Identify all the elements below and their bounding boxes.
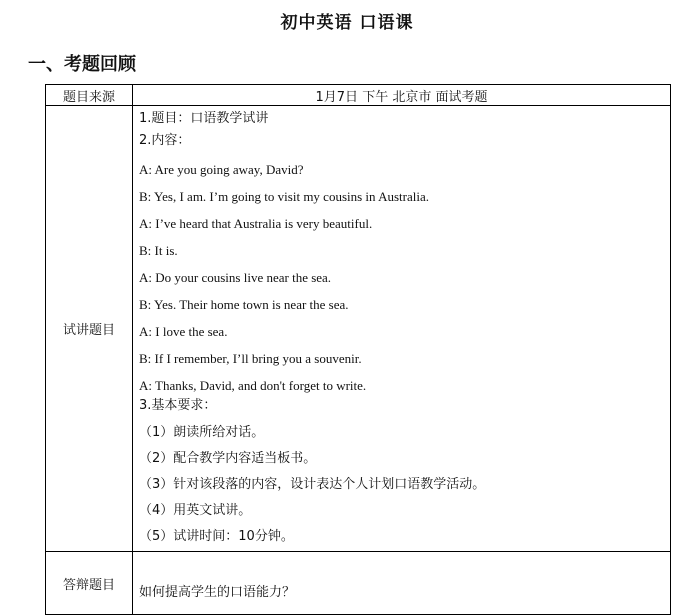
table-row-topic (46, 106, 671, 552)
source-value-cell: 1月7日 下午 北京市 面试考题 (133, 85, 671, 106)
topic-content-cell (133, 106, 671, 552)
topic-label-cell: 试讲题目 (46, 106, 133, 552)
dialogue-line: B: If I remember, I’ll bring you a souvenir. (139, 351, 362, 366)
source-label-cell: 题目来源 (46, 85, 133, 106)
defense-label-cell: 答辩题目 (46, 552, 133, 615)
defense-value-cell: 如何提高学生的口语能力？ (133, 552, 671, 615)
dialogue-line: A: I’ve heard that Australia is very beautiful. (139, 216, 373, 231)
requirement-item: （2）配合教学内容适当板书。 (139, 451, 317, 466)
section-heading: 一、考题回顾 (28, 54, 136, 75)
document-title: 初中英语 口语课 (280, 13, 414, 33)
dialogue-line: B: Yes, I am. I’m going to visit my cousins in Australia. (139, 189, 429, 204)
dialogue-line: A: I love the sea. (139, 324, 228, 339)
topic-title: 1.题目：口语教学试讲 (139, 111, 269, 126)
dialogue-line: B: Yes. Their home town is near the sea. (139, 297, 349, 312)
requirement-item: （1）朗读所给对话。 (139, 425, 265, 440)
dialogue-line: A: Thanks, David, and don't forget to write. (139, 378, 367, 393)
dialogue-line: A: Do your cousins live near the sea. (139, 270, 332, 285)
requirement-item: （4）用英文试讲。 (139, 503, 252, 518)
table-row-defense (46, 552, 671, 615)
table-row-source (46, 85, 671, 106)
requirement-item: （3）针对该段落的内容，设计表达个人计划口语教学活动。 (139, 477, 486, 492)
requirement-item: （5）试讲时间：10分钟。 (139, 529, 294, 544)
content-heading: 2.内容： (139, 133, 191, 148)
requirements-heading: 3.基本要求： (139, 398, 217, 413)
exam-table (45, 84, 671, 615)
dialogue-line: A: Are you going away, David? (139, 162, 304, 177)
dialogue-line: B: It is. (139, 243, 178, 258)
